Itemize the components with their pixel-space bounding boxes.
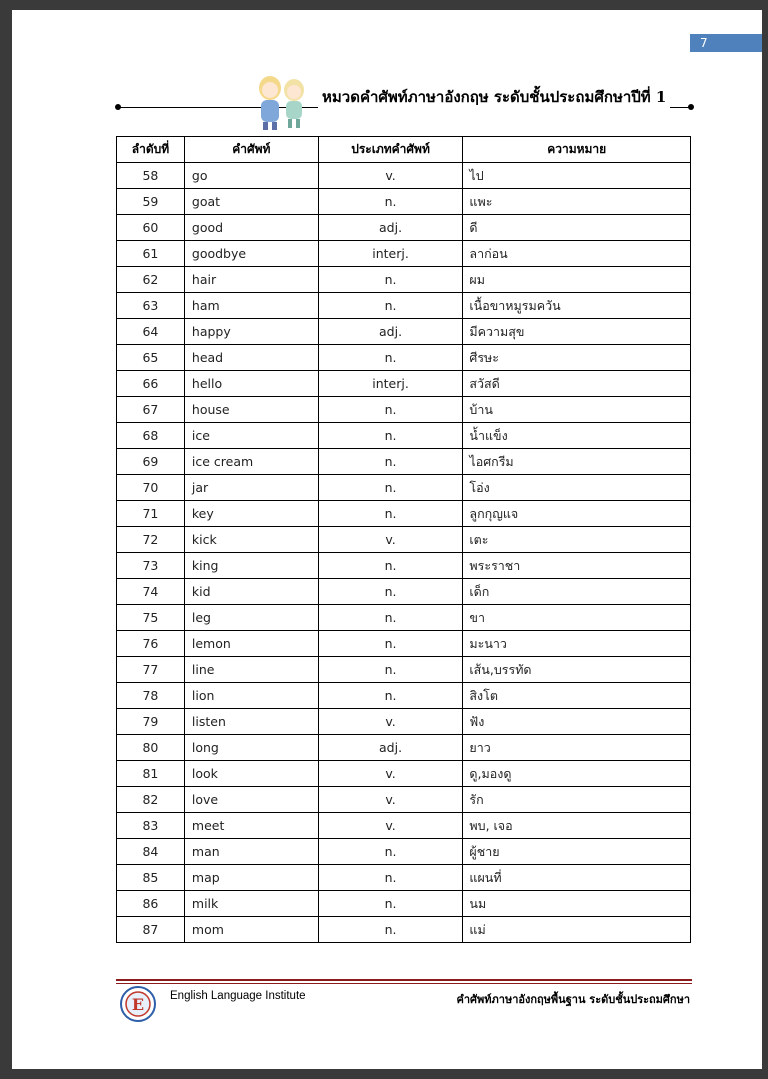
children-mascot-illustration — [248, 68, 316, 132]
cell-meaning: พบ, เจอ — [463, 813, 691, 839]
cell-meaning: ลูกกุญแจ — [463, 501, 691, 527]
cell-type: n. — [318, 657, 463, 683]
cell-type: adj. — [318, 735, 463, 761]
cell-word: go — [184, 163, 318, 189]
cell-number: 85 — [117, 865, 185, 891]
table-row — [117, 345, 691, 371]
cell-type: adj. — [318, 319, 463, 345]
document-page — [12, 10, 762, 1069]
cell-number: 75 — [117, 605, 185, 631]
cell-meaning: เด็ก — [463, 579, 691, 605]
column-header-number: ลำดับที่ — [117, 137, 185, 163]
cell-meaning: ยาว — [463, 735, 691, 761]
cell-word: kick — [184, 527, 318, 553]
cell-word: ice cream — [184, 449, 318, 475]
cell-word: jar — [184, 475, 318, 501]
cell-type: v. — [318, 787, 463, 813]
cell-type: n. — [318, 267, 463, 293]
cell-word: happy — [184, 319, 318, 345]
table-row — [117, 709, 691, 735]
cell-meaning: แม่ — [463, 917, 691, 943]
cell-word: leg — [184, 605, 318, 631]
cell-number: 63 — [117, 293, 185, 319]
cell-number: 67 — [117, 397, 185, 423]
table-row — [117, 189, 691, 215]
cell-word: milk — [184, 891, 318, 917]
cell-number: 70 — [117, 475, 185, 501]
cell-meaning: โอ่ง — [463, 475, 691, 501]
cell-word: king — [184, 553, 318, 579]
table-row — [117, 735, 691, 761]
cell-type: interj. — [318, 371, 463, 397]
cell-type: n. — [318, 891, 463, 917]
cell-word: goat — [184, 189, 318, 215]
cell-number: 60 — [117, 215, 185, 241]
cell-number: 58 — [117, 163, 185, 189]
page-header-title: หมวดคำศัพท์ภาษาอังกฤษ ระดับชั้นประถมศึกษาปีที่ 1 — [318, 84, 670, 110]
table-row — [117, 501, 691, 527]
table-row — [117, 579, 691, 605]
table-row — [117, 475, 691, 501]
cell-number: 80 — [117, 735, 185, 761]
cell-meaning: ฟัง — [463, 709, 691, 735]
table-row — [117, 891, 691, 917]
table-row — [117, 293, 691, 319]
cell-word: mom — [184, 917, 318, 943]
cell-type: n. — [318, 917, 463, 943]
cell-meaning: แพะ — [463, 189, 691, 215]
cell-word: house — [184, 397, 318, 423]
cell-type: adj. — [318, 215, 463, 241]
table-row — [117, 215, 691, 241]
cell-meaning: รัก — [463, 787, 691, 813]
cell-type: v. — [318, 709, 463, 735]
footer-rule-thick — [116, 979, 692, 981]
cell-type: n. — [318, 475, 463, 501]
cell-meaning: ศีรษะ — [463, 345, 691, 371]
table-row — [117, 241, 691, 267]
cell-word: lemon — [184, 631, 318, 657]
cell-meaning: สิงโต — [463, 683, 691, 709]
cell-number: 83 — [117, 813, 185, 839]
english-language-institute-logo — [120, 986, 156, 1022]
cell-word: meet — [184, 813, 318, 839]
cell-type: n. — [318, 293, 463, 319]
cell-number: 64 — [117, 319, 185, 345]
table-row — [117, 319, 691, 345]
cell-type: n. — [318, 397, 463, 423]
column-header-meaning: ความหมาย — [463, 137, 691, 163]
table-row — [117, 683, 691, 709]
cell-word: ice — [184, 423, 318, 449]
cell-number: 65 — [117, 345, 185, 371]
cell-meaning: ผม — [463, 267, 691, 293]
cell-word: head — [184, 345, 318, 371]
cell-meaning: พระราชา — [463, 553, 691, 579]
cell-word: good — [184, 215, 318, 241]
table-row — [117, 527, 691, 553]
cell-number: 81 — [117, 761, 185, 787]
cell-number: 78 — [117, 683, 185, 709]
table-row — [117, 371, 691, 397]
cell-number: 73 — [117, 553, 185, 579]
cell-number: 61 — [117, 241, 185, 267]
cell-type: n. — [318, 345, 463, 371]
table-row — [117, 423, 691, 449]
cell-number: 82 — [117, 787, 185, 813]
cell-type: n. — [318, 683, 463, 709]
cell-number: 69 — [117, 449, 185, 475]
vocabulary-table — [116, 136, 691, 943]
cell-number: 59 — [117, 189, 185, 215]
table-row — [117, 397, 691, 423]
cell-type: n. — [318, 501, 463, 527]
cell-word: love — [184, 787, 318, 813]
cell-word: lion — [184, 683, 318, 709]
cell-meaning: ดู,มองดู — [463, 761, 691, 787]
cell-type: v. — [318, 527, 463, 553]
table-row — [117, 163, 691, 189]
footer-rule-thin — [116, 983, 692, 984]
table-row — [117, 865, 691, 891]
cell-word: map — [184, 865, 318, 891]
cell-meaning: แผนที่ — [463, 865, 691, 891]
cell-type: n. — [318, 553, 463, 579]
cell-number: 71 — [117, 501, 185, 527]
cell-type: n. — [318, 449, 463, 475]
table-row — [117, 267, 691, 293]
table-row — [117, 839, 691, 865]
cell-meaning: ดี — [463, 215, 691, 241]
cell-number: 72 — [117, 527, 185, 553]
vocabulary-table-body — [117, 163, 691, 943]
cell-word: line — [184, 657, 318, 683]
cell-type: n. — [318, 423, 463, 449]
table-row — [117, 761, 691, 787]
cell-word: listen — [184, 709, 318, 735]
cell-meaning: มีความสุข — [463, 319, 691, 345]
cell-number: 76 — [117, 631, 185, 657]
cell-type: n. — [318, 579, 463, 605]
cell-type: n. — [318, 865, 463, 891]
cell-meaning: ผู้ชาย — [463, 839, 691, 865]
cell-number: 74 — [117, 579, 185, 605]
cell-type: n. — [318, 839, 463, 865]
cell-meaning: ลาก่อน — [463, 241, 691, 267]
cell-type: n. — [318, 605, 463, 631]
cell-word: ham — [184, 293, 318, 319]
cell-type: v. — [318, 761, 463, 787]
table-row — [117, 605, 691, 631]
cell-word: kid — [184, 579, 318, 605]
header-rule-dot-right — [688, 104, 694, 110]
cell-meaning: ไป — [463, 163, 691, 189]
cell-word: long — [184, 735, 318, 761]
cell-type: n. — [318, 189, 463, 215]
table-row — [117, 657, 691, 683]
cell-meaning: เตะ — [463, 527, 691, 553]
cell-word: hair — [184, 267, 318, 293]
page-number-badge: 7 — [690, 34, 762, 52]
cell-number: 87 — [117, 917, 185, 943]
cell-word: man — [184, 839, 318, 865]
cell-number: 68 — [117, 423, 185, 449]
table-row — [117, 631, 691, 657]
table-row — [117, 787, 691, 813]
cell-word: hello — [184, 371, 318, 397]
cell-type: v. — [318, 813, 463, 839]
footer-institute-name: English Language Institute — [170, 990, 306, 1002]
cell-meaning: มะนาว — [463, 631, 691, 657]
table-row — [117, 553, 691, 579]
table-row — [117, 917, 691, 943]
column-header-type: ประเภทคำศัพท์ — [318, 137, 463, 163]
cell-meaning: สวัสดี — [463, 371, 691, 397]
cell-word: goodbye — [184, 241, 318, 267]
cell-meaning: เส้น,บรรทัด — [463, 657, 691, 683]
cell-number: 77 — [117, 657, 185, 683]
cell-meaning: บ้าน — [463, 397, 691, 423]
logo-letter: E — [131, 995, 145, 1014]
footer-book-title: คำศัพท์ภาษาอังกฤษพื้นฐาน ระดับชั้นประถมศึกษา — [456, 993, 690, 1006]
table-row — [117, 449, 691, 475]
cell-type: n. — [318, 631, 463, 657]
cell-meaning: เนื้อขาหมูรมควัน — [463, 293, 691, 319]
cell-number: 62 — [117, 267, 185, 293]
header-rule-dot-left — [115, 104, 121, 110]
cell-number: 86 — [117, 891, 185, 917]
table-row — [117, 813, 691, 839]
table-header-row — [117, 137, 691, 163]
cell-meaning: นม — [463, 891, 691, 917]
cell-type: interj. — [318, 241, 463, 267]
cell-number: 66 — [117, 371, 185, 397]
cell-word: look — [184, 761, 318, 787]
cell-meaning: ไอศกรีม — [463, 449, 691, 475]
cell-number: 84 — [117, 839, 185, 865]
cell-number: 79 — [117, 709, 185, 735]
cell-type: v. — [318, 163, 463, 189]
column-header-word: คำศัพท์ — [184, 137, 318, 163]
cell-meaning: ขา — [463, 605, 691, 631]
cell-meaning: น้ำแข็ง — [463, 423, 691, 449]
cell-word: key — [184, 501, 318, 527]
